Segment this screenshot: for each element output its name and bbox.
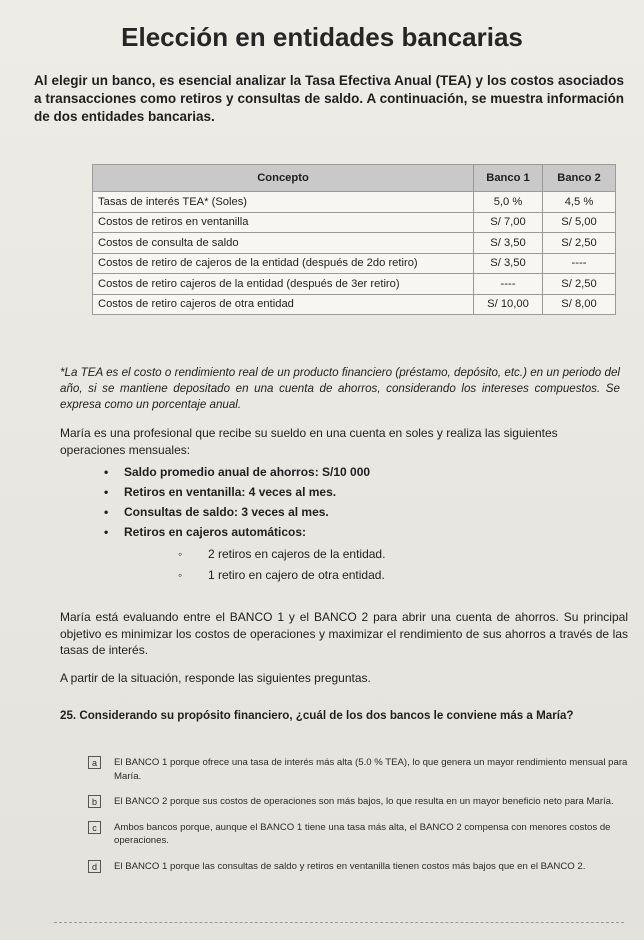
table-row — [93, 294, 616, 315]
list-item: • Retiros en ventanilla: 4 veces al mes. — [60, 483, 580, 503]
cell-banco-1: S/ 3,50 — [474, 233, 543, 254]
sub-list-item: ◦ 2 retiros en cajeros de la entidad. — [124, 545, 580, 566]
sub-list-item: ◦ 1 retiro en cajero de otra entidad. — [124, 566, 580, 587]
header-concepto: Concepto — [93, 165, 474, 192]
option-d[interactable] — [88, 860, 630, 874]
tea-footnote: *La TEA es el costo o rendimiento real de un producto financiero (préstamo, depósito, etc.) en un periodo del año, si se mantiene depositado en una cuenta de ahorros, considerando los intereses compuestos. Se expresa como un porcentaje anual. — [60, 366, 620, 411]
operations-list — [60, 463, 580, 582]
cell-banco-2: S/ 5,00 — [543, 212, 616, 233]
answer-options — [88, 756, 630, 885]
option-a[interactable] — [88, 756, 630, 783]
cell-banco-2: S/ 2,50 — [543, 233, 616, 254]
option-text: Ambos bancos porque, aunque el BANCO 1 tiene una tasa más alta, el BANCO 2 compensa con menores costos de operaciones. — [114, 821, 611, 846]
list-item-label: Retiros en cajeros automáticos: — [124, 525, 307, 539]
cell-banco-2: S/ 8,00 — [543, 294, 616, 315]
cell-banco-1: S/ 7,00 — [474, 212, 543, 233]
list-item: • Consultas de saldo: 3 veces al mes. — [60, 503, 580, 523]
situation-paragraph: María es una profesional que recibe su sueldo en una cuenta en soles y realiza las siguientes operaciones mensuales: — [60, 426, 558, 457]
header-banco-2: Banco 2 — [543, 165, 616, 192]
cell-banco-2: S/ 2,50 — [543, 274, 616, 295]
option-letter: a — [88, 756, 101, 769]
cell-banco-1: S/ 3,50 — [474, 253, 543, 274]
instruction-paragraph: A partir de la situación, responde las siguientes preguntas. — [60, 671, 371, 685]
question-25: 25. Considerando su propósito financiero, ¿cuál de los dos bancos le conviene más a María? — [60, 709, 574, 722]
table-row — [93, 274, 616, 295]
option-letter: c — [88, 821, 101, 834]
atm-sublist — [124, 545, 580, 587]
intro-paragraph: Al elegir un banco, es esencial analizar la Tasa Efectiva Anual (TEA) y los costos asociados a transacciones como retiros y consultas de saldo. A continuación, se muestra información de dos entidades bancarias. — [34, 73, 624, 124]
header-banco-1: Banco 1 — [474, 165, 543, 192]
option-c[interactable] — [88, 821, 630, 848]
cell-concepto: Costos de consulta de saldo — [93, 233, 474, 254]
table-header-row — [93, 165, 616, 192]
table-row — [93, 233, 616, 254]
page-title: Elección en entidades bancarias — [121, 22, 523, 52]
cell-banco-1: ---- — [474, 274, 543, 295]
option-b[interactable] — [88, 795, 630, 809]
cell-concepto: Costos de retiros en ventanilla — [93, 212, 474, 233]
cell-banco-1: S/ 10,00 — [474, 294, 543, 315]
option-text: El BANCO 1 porque las consultas de saldo y retiros en ventanilla tienen costos más bajos que en el BANCO 2. — [114, 860, 586, 872]
cell-concepto: Costos de retiro cajeros de la entidad (después de 3er retiro) — [93, 274, 474, 295]
cell-banco-2: 4,5 % — [543, 192, 616, 213]
option-text: El BANCO 1 porque ofrece una tasa de interés más alta (5.0 % TEA), lo que genera un mayor rendimiento mensual para María. — [114, 757, 628, 782]
table-row — [93, 212, 616, 233]
cell-banco-1: 5,0 % — [474, 192, 543, 213]
cell-concepto: Costos de retiro cajeros de otra entidad — [93, 294, 474, 315]
cell-banco-2: ---- — [543, 253, 616, 274]
evaluation-paragraph: María está evaluando entre el BANCO 1 y el BANCO 2 para abrir una cuenta de ahorros. Su principal objetivo es minimizar los costos de operaciones y maximizar el rendimiento de sus ahorros a través de las tasas de interés. — [60, 610, 628, 657]
option-letter: b — [88, 795, 101, 808]
page-divider — [54, 922, 624, 923]
list-item-atm — [60, 523, 580, 582]
list-item: • Saldo promedio anual de ahorros: S/10 000 — [60, 463, 580, 483]
option-text: El BANCO 2 porque sus costos de operaciones son más bajos, lo que resulta en un mayor beneficio neto para María. — [114, 796, 614, 807]
table-row — [93, 253, 616, 274]
cell-concepto: Tasas de interés TEA* (Soles) — [93, 192, 474, 213]
bank-comparison-table — [92, 164, 616, 315]
table-row — [93, 192, 616, 213]
option-letter: d — [88, 860, 101, 873]
cell-concepto: Costos de retiro de cajeros de la entidad (después de 2do retiro) — [93, 253, 474, 274]
